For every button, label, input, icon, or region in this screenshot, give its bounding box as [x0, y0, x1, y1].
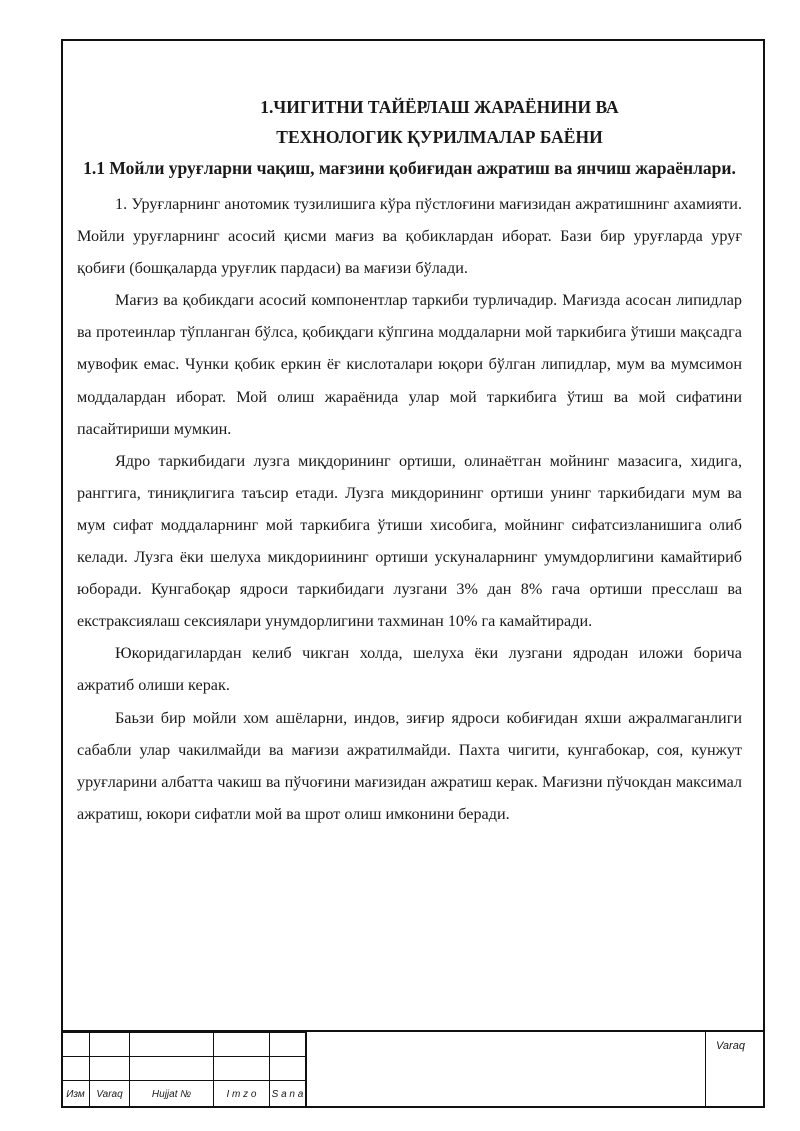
sheet-number-label: Varaq [716, 1040, 745, 1052]
stamp-sheet-divider [705, 1032, 706, 1108]
paragraph-4: Юкоридагилардан келиб чикган холда, шелуха ёки лузгани ядродан иложи борича ажратиб олиши керак. [77, 644, 742, 695]
stamp-label-izm: Изм [62, 1081, 90, 1108]
title-block [61, 1030, 765, 1108]
stamp-grid [61, 1032, 306, 1108]
paragraph-3: Ядро таркибидаги лузга миқдорининг ортиши, олинаётган мойнинг мазасига, хидига, ранггига, тиниқлигига таъсир етади. Лузга микдорининг ортиши унинг таркибидаги мум ва мум сифат моддаларнинг мой таркибига ўтиши хисобига, мойнинг сифатсизланишига олиб келади. Лузга ёки шелуха микдориининг ортиши ускуналарнинг умумдорлигини камайтириб юборади. Кунгабоқар ядроси таркибидаги лузгани 3% дан 8% гача ортиши пресслаш ва екстраксиялаш сексиялари унумдорлигини тахминан 10% га камайтиради. [77, 451, 742, 631]
stamp-labels-row [62, 1081, 306, 1108]
section-heading: 1.1 Мойли уруғларни чақиш, мағзини қобиғидан ажратиш ва янчиш жараёнлари. [83, 158, 736, 178]
paragraph-5: Баьзи бир мойли хом ашёларни, индов, зиғир ядроси кобиғидан яхши ажралмаганлиги сабабли улар чакилмайди ва мағизи ажратилмайди. Пахта чигити, кунгабокар, соя, кунжут уруғларини албатта чакиш ва пўчоғини мағизидан ажратиш керак. Мағизни пўчокдан максимал ажратиш, юкори сифатли мой ва шрот олиш имконини беради. [77, 708, 742, 823]
document-body [77, 92, 742, 830]
stamp-label-varaq: Varaq [90, 1081, 130, 1108]
stamp-label-imzo: I m z o [214, 1081, 270, 1108]
stamp-label-hujjat: Hujjat № [130, 1081, 214, 1108]
stamp-row [62, 1033, 306, 1057]
stamp-row [62, 1057, 306, 1081]
paragraph-1: 1. Уруғларнинг анотомик тузилишига кўра пўстлоғини мағизидан ажратишнинг ахамияти. Мойли уруғларнинг асосий қисми мағиз ва қобиклардан иборат. Бази бир уруғларда уруғ қобиғи (бошқаларда уруғлик пардаси) ва мағизи бўлади. [77, 195, 742, 278]
document-title-line-2: ТЕХНОЛОГИК ҚУРИЛМАЛАР БАЁНИ [276, 127, 603, 147]
paragraph-2: Мағиз ва қобикдаги асосий компонентлар таркиби турличадир. Мағизда асосан липидлар ва протеинлар тўпланган бўлса, қобиқдаги кўпгина моддаларни мой таркибига ўтиши мақсадга мувофик емас. Чунки қобик еркин ёғ кислоталари юқори бўлган липидлар, мум ва мумсимон моддалардан иборат. Мой олиш жараёнида улар мой таркибига ўтиш ва мой сифатини пасайтириши мумкин. [77, 291, 742, 438]
document-title-line-1: 1.ЧИГИТНИ ТАЙЁРЛАШ ЖАРАЁНИНИ ВА [260, 97, 619, 117]
stamp-divider [305, 1032, 307, 1108]
stamp-label-sana: S a n a [270, 1081, 306, 1108]
